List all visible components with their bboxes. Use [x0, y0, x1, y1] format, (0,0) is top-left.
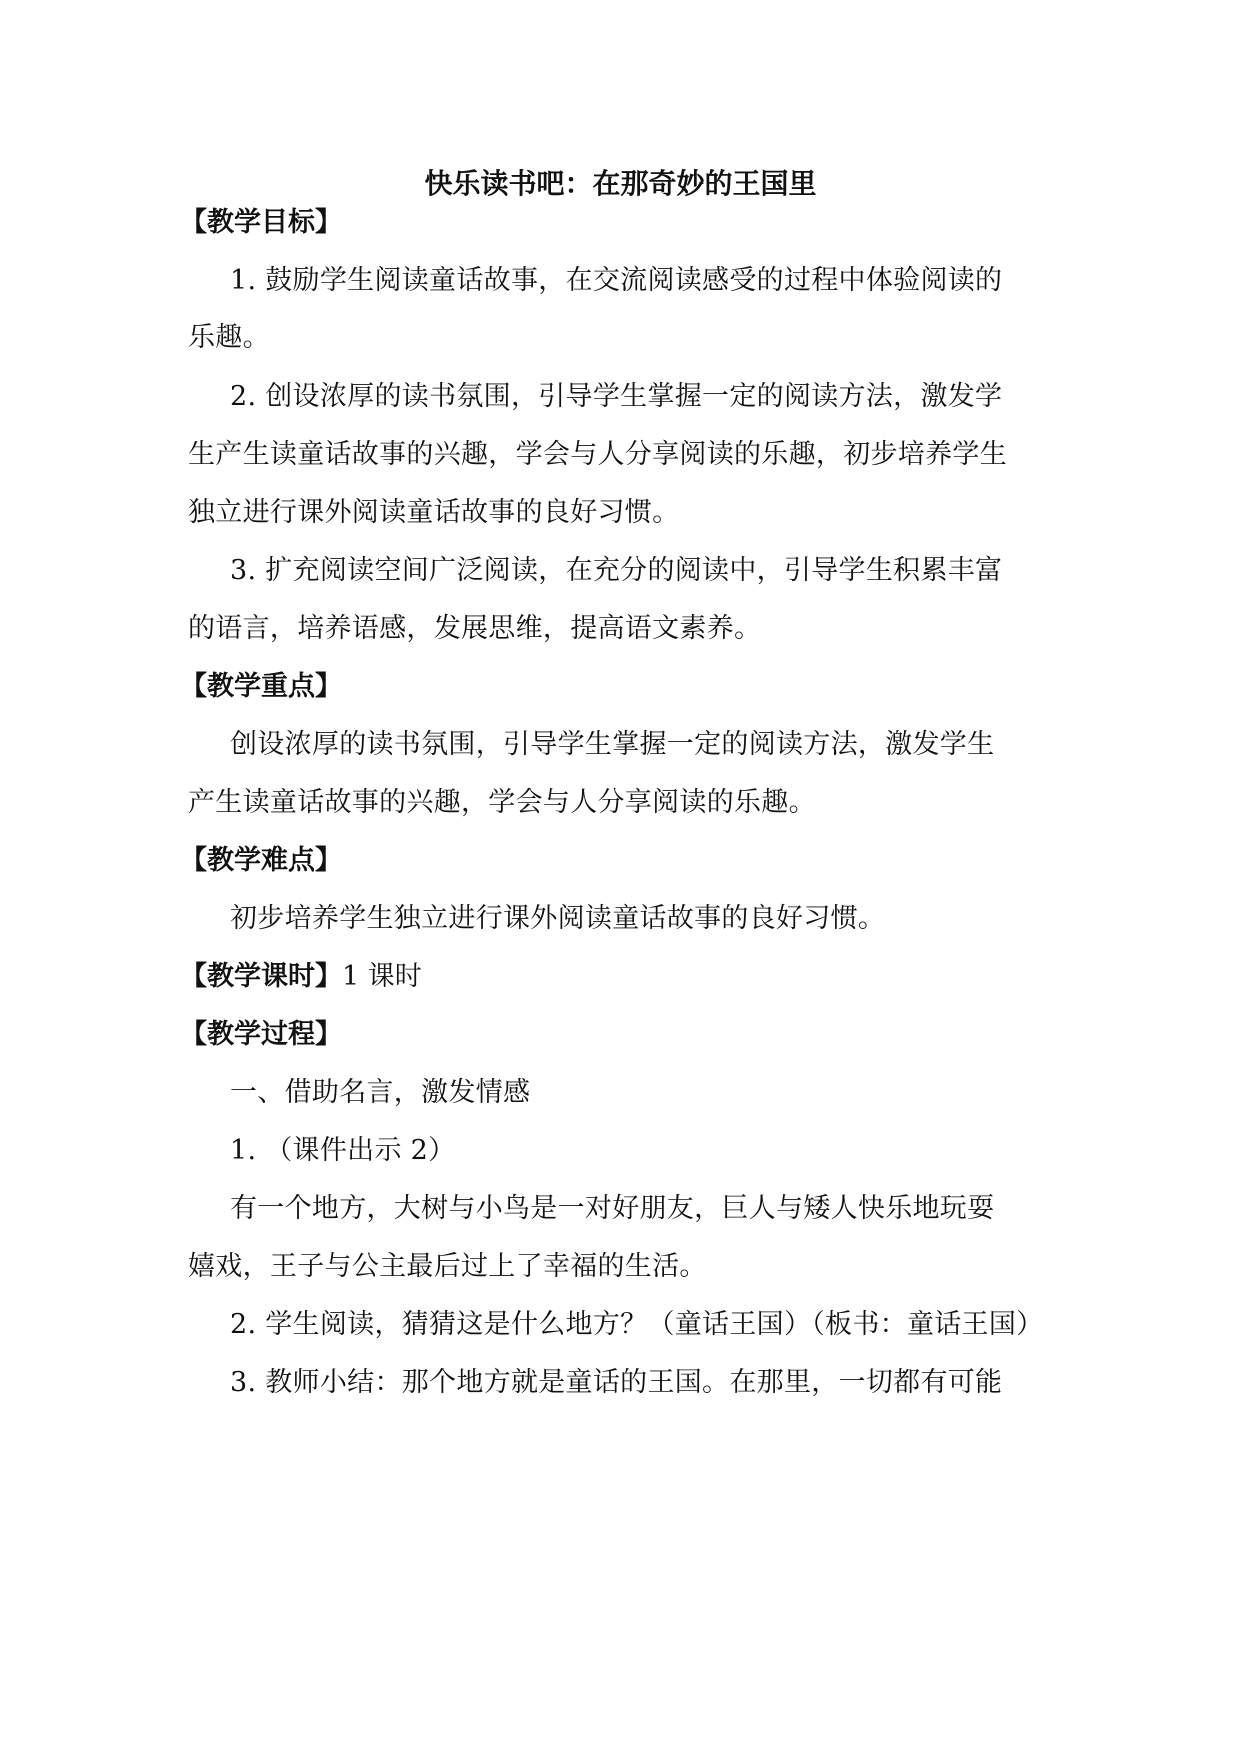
objective-3-line-1: 3. 扩充阅读空间广泛阅读，在充分的阅读中，引导学生积累丰富 [230, 555, 1003, 586]
document-title: 快乐读书吧：在那奇妙的王国里 [424, 167, 817, 200]
keypoints-heading: 【教学重点】 [180, 671, 342, 702]
process-step-1: 一、借助名言，激发情感 [230, 1077, 531, 1108]
objective-2-line-1: 2. 创设浓厚的读书氛围，引导学生掌握一定的阅读方法，激发学 [230, 381, 1003, 412]
objectives-heading: 【教学目标】 [180, 207, 342, 238]
objective-2-line-2: 生产生读童话故事的兴趣，学会与人分享阅读的乐趣，初步培养学生 [188, 439, 1007, 470]
keypoints-line-1: 创设浓厚的读书氛围，引导学生掌握一定的阅读方法，激发学生 [230, 729, 995, 760]
process-item-1: 1. （课件出示 2） [230, 1135, 456, 1166]
class-hours [180, 957, 422, 997]
objective-2-line-3: 独立进行课外阅读童话故事的良好习惯。 [188, 497, 680, 528]
quote-line-1: 有一个地方，大树与小鸟是一对好朋友，巨人与矮人快乐地玩耍 [230, 1193, 995, 1224]
hours-heading: 【教学课时】 [180, 961, 342, 992]
objective-1-line-2: 乐趣。 [188, 322, 270, 353]
hours-value: 1 课时 [342, 961, 422, 992]
keypoints-line-2: 产生读童话故事的兴趣，学会与人分享阅读的乐趣。 [188, 787, 816, 818]
objective-1-line-1: 1. 鼓励学生阅读童话故事，在交流阅读感受的过程中体验阅读的 [230, 265, 1003, 296]
difficulty-heading: 【教学难点】 [180, 845, 342, 876]
quote-line-2: 嬉戏，王子与公主最后过上了幸福的生活。 [188, 1251, 707, 1282]
process-item-3: 3. 教师小结：那个地方就是童话的王国。在那里，一切都有可能 [230, 1367, 1003, 1398]
process-heading: 【教学过程】 [180, 1019, 342, 1050]
process-item-2: 2. 学生阅读，猜猜这是什么地方？（童话王国）（板书：童话王国） [230, 1309, 1044, 1340]
difficulty-line-1: 初步培养学生独立进行课外阅读童话故事的良好习惯。 [230, 903, 886, 934]
objective-3-line-2: 的语言，培养语感，发展思维，提高语文素养。 [188, 613, 762, 644]
